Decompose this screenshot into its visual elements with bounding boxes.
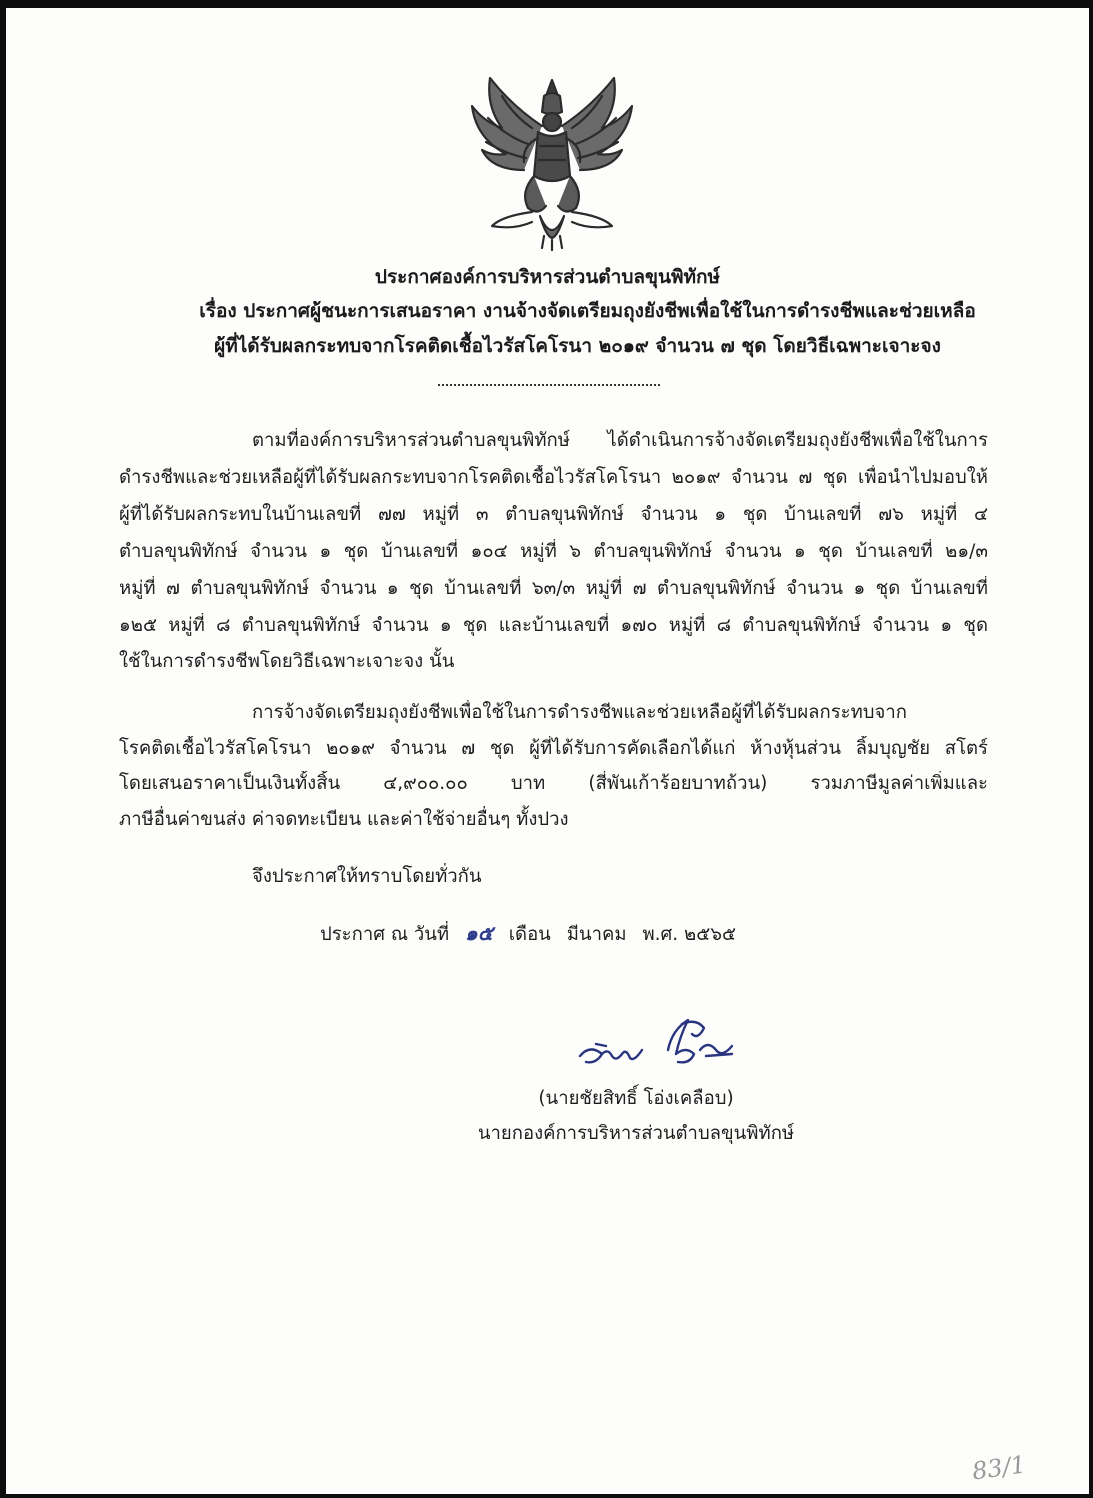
announcement-subject: เรื่อง ประกาศผู้ชนะการเสนอราคา งานจ้างจัดเตรียมถุงยังชีพเพื่อใช้ในการดำรงชีพและช่วยเหลือ	[199, 300, 976, 322]
announcement-subject-continued: ผู้ที่ได้รับผลกระทบจากโรคติดเชื้อไวรัสโคโรนา ๒๐๑๙ จำนวน ๗ ชุด โดยวิธีเฉพาะเจาะจง	[214, 335, 941, 357]
paragraph-1-line: ตำบลขุนพิทักษ์ จำนวน ๑ ชุด บ้านเลขที่ ๑๐๔ หมู่ที่ ๖ ตำบลขุนพิทักษ์ จำนวน ๑ ชุด บ้านเลขที่ ๒๑/๓	[119, 541, 988, 562]
paragraph-1-line: ใช้ในการดำรงชีพโดยวิธีเฉพาะเจาะจง นั้น	[119, 651, 455, 672]
announcement-date	[320, 920, 746, 948]
signer-title: นายกองค์การบริหารส่วนตำบลขุนพิทักษ์	[477, 1123, 795, 1144]
date-month: มีนาคม	[566, 924, 627, 945]
date-year: พ.ศ. ๒๕๖๕	[642, 924, 736, 945]
paragraph-2-line: โรคติดเชื้อไวรัสโคโรนา ๒๐๑๙ จำนวน ๗ ชุด ผู้ที่ได้รับการคัดเลือกได้แก่ ห้างหุ้นส่วน ลิ้มบุญชัย สโตร์	[119, 738, 988, 759]
closing-statement: จึงประกาศให้ทราบโดยทั่วกัน	[252, 866, 482, 887]
signer-name: (นายชัยสิทธิ์ โอ่งเคลือบ)	[538, 1088, 734, 1109]
paragraph-2-line: โดยเสนอราคาเป็นเงินทั้งสิ้น ๔,๙๐๐.๐๐ บาท (สี่พันเก้าร้อยบาทถ้วน) รวมภาษีมูลค่าเพิ่มและ	[119, 773, 988, 794]
handwritten-signature	[572, 1010, 742, 1072]
paragraph-1-line: หมู่ที่ ๗ ตำบลขุนพิทักษ์ จำนวน ๑ ชุด บ้านเลขที่ ๖๓/๓ หมู่ที่ ๗ ตำบลขุนพิทักษ์ จำนวน ๑ ชุด บ้านเลขที่	[119, 578, 988, 599]
handwritten-page-note: 83/1	[970, 1450, 1028, 1486]
paragraph-2-line: การจ้างจัดเตรียมถุงยังชีพเพื่อใช้ในการดำรงชีพและช่วยเหลือผู้ที่ได้รับผลกระทบจาก	[252, 702, 907, 723]
date-prefix: ประกาศ ณ วันที่	[320, 924, 450, 945]
date-day-handwritten: ๑๕	[465, 921, 493, 945]
paragraph-1-line: ผู้ที่ได้รับผลกระทบในบ้านเลขที่ ๗๗ หมู่ที่ ๓ ตำบลขุนพิทักษ์ จำนวน ๑ ชุด บ้านเลขที่ ๗๖ หมู่ที่ ๔	[119, 504, 988, 525]
garuda-emblem-icon	[462, 66, 642, 252]
document-page	[6, 8, 1089, 1494]
dotted-divider	[438, 384, 660, 386]
announcement-title: ประกาศองค์การบริหารส่วนตำบลขุนพิทักษ์	[374, 266, 721, 288]
paragraph-1-line: ๑๒๕ หมู่ที่ ๘ ตำบลขุนพิทักษ์ จำนวน ๑ ชุด และบ้านเลขที่ ๑๗๐ หมู่ที่ ๘ ตำบลขุนพิทักษ์ จำนวน ๑ ชุด	[119, 615, 988, 636]
date-month-label: เดือน	[508, 924, 551, 945]
paragraph-1-line: ดำรงชีพและช่วยเหลือผู้ที่ได้รับผลกระทบจากโรคติดเชื้อไวรัสโคโรนา ๒๐๑๙ จำนวน ๗ ชุด เพื่อนำไปมอบให้	[119, 467, 988, 488]
paragraph-2-line: ภาษีอื่นค่าขนส่ง ค่าจดทะเบียน และค่าใช้จ่ายอื่นๆ ทั้งปวง	[119, 809, 569, 830]
paragraph-1-line: ตามที่องค์การบริหารส่วนตำบลขุนพิทักษ์ ได้ดำเนินการจ้างจัดเตรียมถุงยังชีพเพื่อใช้ในการ	[252, 430, 988, 451]
